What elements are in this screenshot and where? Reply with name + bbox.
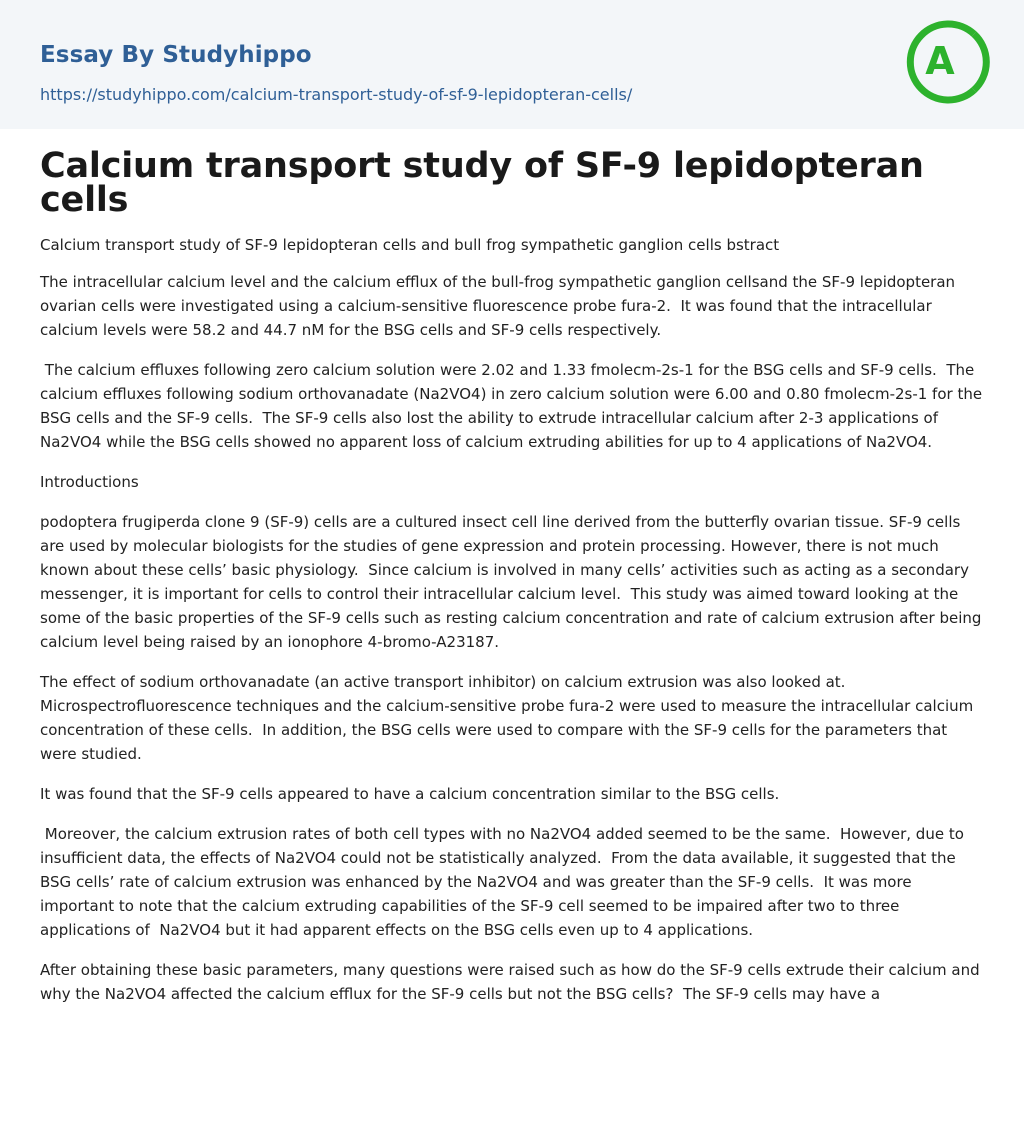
article-subtitle: Calcium transport study of SF-9 lepidopteran cells and bull frog sympathetic ganglion cells bstract bbox=[40, 236, 780, 254]
logo-letter: A bbox=[925, 39, 955, 83]
paragraph: The effect of sodium orthovanadate (an active transport inhibitor) on calcium extrusion was also looked at. Microspectrofluorescence techniques and the calcium-sensitive probe fura-2 were used to measure the intracellular calcium concentration of these cells. In addition, the BSG cells were used to compare with the SF-9 cells for the parameters that were studied. bbox=[40, 673, 979, 763]
source-url-link[interactable]: https://studyhippo.com/calcium-transport-study-of-sf-9-lepidopteran-cells/ bbox=[40, 85, 633, 104]
site-title-link[interactable]: Essay By Studyhippo bbox=[40, 42, 312, 68]
paragraph: It was found that the SF-9 cells appeared to have a calcium concentration similar to the BSG cells. bbox=[40, 785, 780, 803]
paragraph: The calcium effluxes following zero calcium solution were 2.02 and 1.33 fmolecm-2s-1 for the BSG cells and SF-9 cells. The calcium effluxes following sodium orthovanadate (Na2VO4) in zero calcium solution were 6.00 and 0.80 fmolecm-2s-1 for the BSG cells and the SF-9 cells. The SF-9 cells also lost the ability to extrude intracellular calcium after 2-3 applications of Na2VO4 while the BSG cells showed no apparent loss of calcium extruding abilities for up to 4 applications of Na2VO4. bbox=[40, 361, 987, 451]
article-content bbox=[0, 146, 1024, 1006]
paragraph: podoptera frugiperda clone 9 (SF-9) cells are a cultured insect cell line derived from the butterfly ovarian tissue. SF-9 cells are used by molecular biologists for the studies of gene expression and protein processing. However, there is not much known about these cells’ basic physiology. Since calcium is involved in many cells’ activities such as acting as a secondary messenger, it is important for cells to control their intracellular calcium level. This study was aimed toward looking at the some of the basic properties of the SF-9 cells such as resting calcium concentration and rate of calcium extrusion after being calcium level being raised by an ionophore 4-bromo-A23187. bbox=[40, 513, 987, 651]
section-heading: Introductions bbox=[40, 473, 139, 491]
studyhippo-logo-icon[interactable] bbox=[900, 16, 992, 108]
site-header bbox=[0, 0, 1024, 129]
page-title: Calcium transport study of SF-9 lepidopteran cells bbox=[40, 146, 924, 220]
paragraph: After obtaining these basic parameters, many questions were raised such as how do the SF-9 cells extrude their calcium and why the Na2VO4 affected the calcium efflux for the SF-9 cells but not the BSG cells? The SF-9 cells may have a bbox=[40, 961, 985, 1003]
paragraph: The intracellular calcium level and the calcium efflux of the bull-frog sympathetic ganglion cellsand the SF-9 lepidopteran ovarian cells were investigated using a calcium-sensitive fluorescence probe fura-2. It was found that the intracellular calcium levels were 58.2 and 44.7 nM for the BSG cells and SF-9 cells respectively. bbox=[40, 273, 960, 339]
paragraph: Moreover, the calcium extrusion rates of both cell types with no Na2VO4 added seemed to be the same. However, due to insufficient data, the effects of Na2VO4 could not be statistically analyzed. From the data available, it suggested that the BSG cells’ rate of calcium extrusion was enhanced by the Na2VO4 and was greater than the SF-9 cells. It was more important to note that the calcium extruding capabilities of the SF-9 cell seemed to be impaired after two to three applications of Na2VO4 but it had apparent effects on the BSG cells even up to 4 applications. bbox=[40, 825, 969, 939]
